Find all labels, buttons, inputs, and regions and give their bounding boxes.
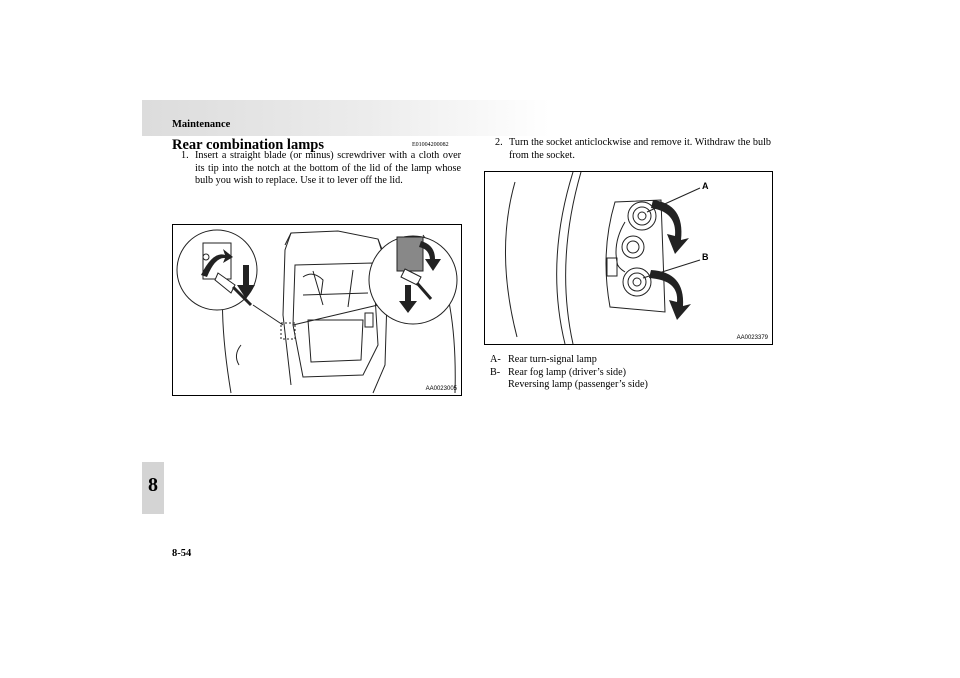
chapter-tab xyxy=(142,462,164,514)
legend-item-a xyxy=(490,354,648,367)
figure-lid-removal xyxy=(172,224,462,396)
figure-2-code: AA0023379 xyxy=(736,335,768,341)
section-code: E01004200082 xyxy=(412,142,449,148)
step-2 xyxy=(495,137,771,162)
legend-text-b-1: Rear fog lamp (driver’s side) xyxy=(508,366,627,378)
header-band xyxy=(142,100,550,136)
legend-text-b-2: Reversing lamp (passenger’s side) xyxy=(508,379,648,391)
section-label: Maintenance xyxy=(172,119,231,130)
figure-1-code: AA0023005 xyxy=(425,386,457,392)
step-1 xyxy=(181,150,461,188)
figure-socket-removal xyxy=(484,171,773,345)
tailgate-illustration xyxy=(173,225,461,395)
callout-b: B xyxy=(702,252,709,262)
step-1-number: 1. xyxy=(181,150,189,161)
legend-key-a: A- xyxy=(490,354,501,365)
legend xyxy=(490,354,648,392)
legend-key-b: B- xyxy=(490,366,501,378)
legend-item-b xyxy=(490,367,648,392)
step-2-text: Turn the socket anticlockwise and remove it. Withdraw the bulb from the socket. xyxy=(509,137,771,161)
callout-a: A xyxy=(702,181,709,191)
legend-text-a: Rear turn-signal lamp xyxy=(508,354,597,365)
step-1-text: Insert a straight blade (or minus) screwdriver with a cloth over its tip into the notch at the bottom of the lid of the lamp whose bulb you wish to replace. Use it to lever off the lid. xyxy=(195,150,461,187)
chapter-number: 8 xyxy=(148,474,158,496)
page-number: 8-54 xyxy=(172,548,192,559)
step-2-number: 2. xyxy=(495,137,503,148)
page-title: Rear combination lamps xyxy=(172,137,324,153)
lamp-socket-illustration xyxy=(485,172,772,344)
